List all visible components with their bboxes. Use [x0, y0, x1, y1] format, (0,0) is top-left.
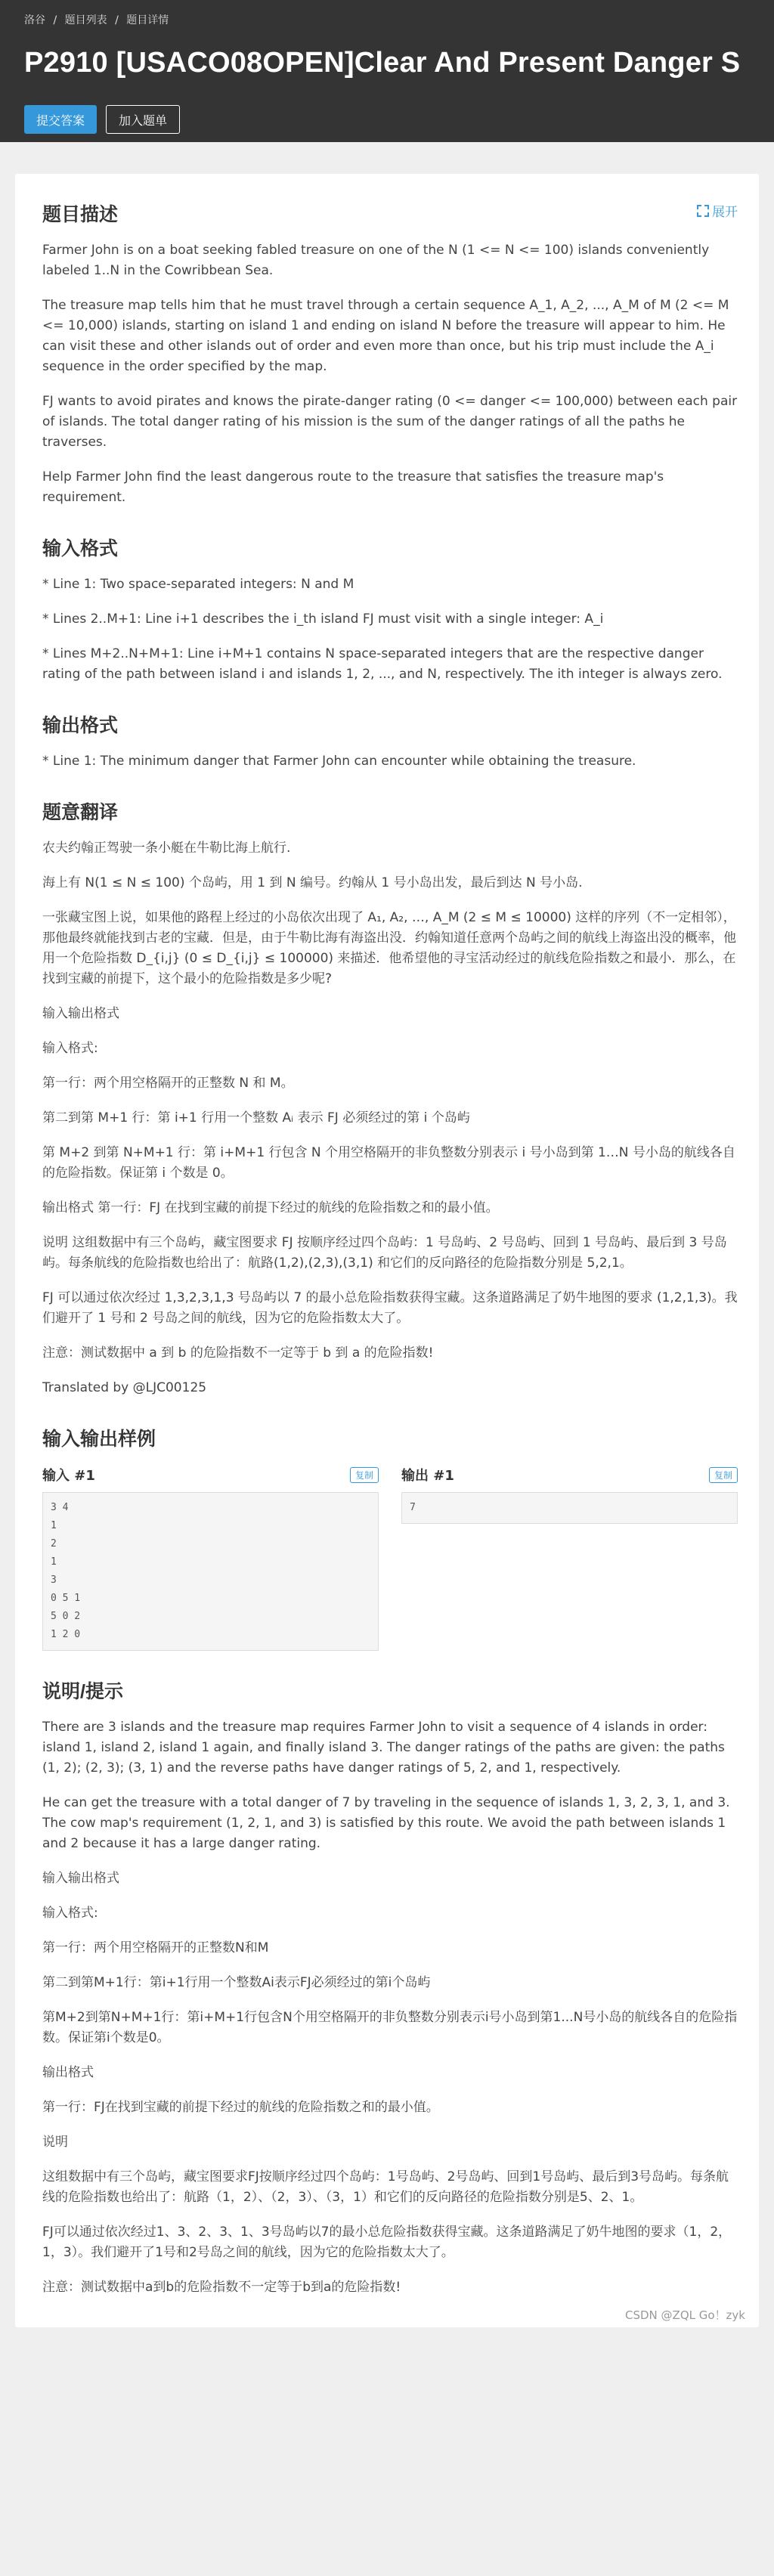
- paragraph: Farmer John is on a boat seeking fabled treasure on one of the N (1 <= N <= 100) islands conveniently labeled 1..N in the Cowribbean Sea.: [42, 243, 710, 278]
- paragraph: 海上有 N(1 ≤ N ≤ 100) 个岛屿，用 1 到 N 编号。约翰从 1 号小岛出发，最后到达 N 号小岛.: [42, 875, 583, 890]
- section-heading: 题意翻译: [42, 802, 119, 823]
- paragraph: Translated by @LJC00125: [42, 1380, 207, 1395]
- paragraph: FJ 可以通过依次经过 1,3,2,3,1,3 号岛屿以 7 的最小总危险指数获得宝藏。这条道路满足了奶牛地图的要求 (1,2,1,3)。我们避开了 1 号和 2 号岛之间的航线，因为它的危险指数太大了。: [42, 1290, 738, 1326]
- paragraph: 说明: [42, 2135, 68, 2150]
- paragraph: * Line 1: Two space-separated integers: N and M: [42, 577, 354, 592]
- paragraph: 输入格式:: [42, 1041, 98, 1056]
- section-heading: 说明/提示: [42, 1681, 123, 1702]
- paragraph: * Lines 2..M+1: Line i+1 describes the i_th island FJ must visit with a single integer: A_i: [42, 611, 604, 627]
- breadcrumb-sep: /: [115, 14, 119, 26]
- paragraph: There are 3 islands and the treasure map requires Farmer John to visit a sequence of 4 islands in order: island 1, island 2, island 1 again, and finally island 3. The danger ratings of the paths are given: the paths (1, 2); (2, 3); (3, 1) and the reverse paths have danger ratings of 5, 2, and 1, respectively.: [42, 1720, 725, 1776]
- paragraph: 农夫约翰正驾驶一条小艇在牛勒比海上航行.: [42, 841, 291, 856]
- output-format-section: [42, 711, 738, 772]
- expand-label: 展开: [712, 205, 738, 220]
- translation-section: [42, 797, 738, 1398]
- paragraph: 第 M+2 到第 N+M+1 行：第 i+M+1 行包含 N 个用空格隔开的非负整数分别表示 i 号小岛到第 1…N 号小岛的航线各自的危险指数。保证第 i 个数是 0。: [42, 1145, 735, 1181]
- section-heading: 输出格式: [42, 715, 119, 736]
- paragraph: 第二到第 M+1 行：第 i+1 行用一个整数 Aᵢ 表示 FJ 必须经过的第 i 个岛屿: [42, 1110, 470, 1125]
- paragraph: 一张藏宝图上说，如果他的路程上经过的小岛依次出现了 A₁, A₂, …, A_M (2 ≤ M ≤ 10000) 这样的序列（不一定相邻），那他最终就能找到古老的宝藏．但是，由于牛勒比海有海盗出没．约翰知道任意两个岛屿之间的航线上海盗出没的概率，他用一个危险指数 D_{i,j} (0 ≤ D_{i,j} ≤ 100000) 来描述．他希望他的寻宝活动经过的航线危险指数之和最小．那么，在找到宝藏的前提下，这个最小的危险指数是多少呢?: [42, 910, 736, 986]
- breadcrumb: [24, 12, 750, 27]
- paragraph: He can get the treasure with a total danger of 7 by traveling in the sequence of islands 1, 3, 2, 3, 1, and 3. The cow map's requirement (1, 2, 1, and 3) is satisfied by this route. We avoid the path between islands 1 and 2 because it has a large danger rating.: [42, 1795, 730, 1851]
- input-format-section: [42, 534, 738, 685]
- sample-output-code: 7: [401, 1492, 738, 1524]
- sample-input-code: 3 4 1 2 1 3 0 5 1 5 0 2 1 2 0: [42, 1492, 379, 1651]
- section-heading: 输入格式: [42, 538, 119, 559]
- section-heading: 输入输出样例: [42, 1429, 156, 1450]
- paragraph: 注意：测试数据中 a 到 b 的危险指数不一定等于 b 到 a 的危险指数!: [42, 1345, 434, 1361]
- paragraph: * Line 1: The minimum danger that Farmer John can encounter while obtaining the treasure.: [42, 754, 636, 769]
- paragraph: 输出格式 第一行：FJ 在找到宝藏的前提下经过的航线的危险指数之和的最小值。: [42, 1200, 499, 1215]
- section-heading: 题目描述: [42, 204, 119, 225]
- paragraph: 输入输出格式: [42, 1006, 119, 1021]
- expand-icon: [697, 205, 709, 217]
- breadcrumb-home[interactable]: 洛谷: [24, 14, 45, 26]
- paragraph: FJ可以通过依次经过1、3、2、3、1、3号岛屿以7的最小总危险指数获得宝藏。这条道路满足了奶牛地图的要求（1，2，1，3）。我们避开了1号和2号岛之间的航线，因为它的危险指数太大了。: [42, 2225, 732, 2260]
- expand-button[interactable]: [697, 201, 738, 220]
- paragraph: * Lines M+2..N+M+1: Line i+M+1 contains N space-separated integers that are the respective danger rating of the path between island i and islands 1, 2, ..., and N, respectively. The ith integer is always zero.: [42, 646, 723, 682]
- sample-input: [42, 1465, 379, 1651]
- paragraph: 说明 这组数据中有三个岛屿，藏宝图要求 FJ 按顺序经过四个岛屿：1 号岛屿、2 号岛屿、回到 1 号岛屿、最后到 3 号岛屿。每条航线的危险指数也给出了：航路(1,2),(2,3),(3,1) 和它们的反向路径的危险指数分别是 5,2,1。: [42, 1235, 727, 1271]
- paragraph: The treasure map tells him that he must travel through a certain sequence A_1, A_2, ..., A_M of M (2 <= M <= 10,000) islands, starting on island 1 and ending on island N before the treasure will appear to him. He can visit these and other islands out of order and even more than once, but his trip must include the A_i sequence in the order specified by the map.: [42, 298, 729, 374]
- hint-section: [42, 1677, 738, 2298]
- paragraph: 注意：测试数据中a到b的危险指数不一定等于b到a的危险指数!: [42, 2280, 401, 2295]
- copy-output-button[interactable]: 复制: [709, 1467, 738, 1483]
- sample-output-label: 输出 #1: [401, 1468, 454, 1484]
- submit-answer-button[interactable]: 提交答案: [24, 105, 97, 134]
- page-header: [0, 0, 774, 142]
- description-section: [42, 200, 738, 508]
- add-to-list-button[interactable]: 加入题单: [106, 105, 180, 134]
- copy-input-button[interactable]: 复制: [350, 1467, 379, 1483]
- paragraph: 输出格式: [42, 2065, 94, 2080]
- sample-output: [401, 1465, 738, 1651]
- paragraph: FJ wants to avoid pirates and knows the pirate-danger rating (0 <= danger <= 100,000) between each pair of islands. The total danger rating of his mission is the sum of the danger ratings of all the paths he traverses.: [42, 394, 738, 450]
- samples-section: [42, 1424, 738, 1651]
- paragraph: 第一行：FJ在找到宝藏的前提下经过的航线的危险指数之和的最小值。: [42, 2100, 439, 2115]
- sample-input-label: 输入 #1: [42, 1468, 95, 1484]
- paragraph: 这组数据中有三个岛屿，藏宝图要求FJ按顺序经过四个岛屿：1号岛屿、2号岛屿、回到1号岛屿、最后到3号岛屿。每条航线的危险指数也给出了：航路（1，2）、（2，3）、（3，1）和它们的反向路径的危险指数分别是5、2、1。: [42, 2169, 729, 2205]
- breadcrumb-sep: /: [53, 14, 57, 26]
- paragraph: 第M+2到第N+M+1行：第i+M+1行包含N个用空格隔开的非负整数分别表示i号小岛到第1...N号小岛的航线各自的危险指数。保证第i个数是0。: [42, 2010, 738, 2045]
- paragraph: 输入输出格式: [42, 1871, 119, 1886]
- paragraph: 输入格式:: [42, 1906, 98, 1921]
- watermark: CSDN @ZQL Go！zyk: [625, 2308, 745, 2322]
- paragraph: 第二到第M+1行：第i+1行用一个整数Ai表示FJ必须经过的第i个岛屿: [42, 1975, 431, 1990]
- paragraph: 第一行：两个用空格隔开的正整数 N 和 M。: [42, 1076, 294, 1091]
- problem-card: [15, 174, 759, 2327]
- breadcrumb-current: 题目详情: [126, 14, 169, 26]
- paragraph: Help Farmer John find the least dangerous route to the treasure that satisfies the treasure map's requirement.: [42, 469, 664, 505]
- page-title: P2910 [USACO08OPEN]Clear And Present Danger S: [24, 47, 741, 79]
- breadcrumb-problem-list[interactable]: 题目列表: [64, 14, 107, 26]
- paragraph: 第一行：两个用空格隔开的正整数N和M: [42, 1940, 269, 1955]
